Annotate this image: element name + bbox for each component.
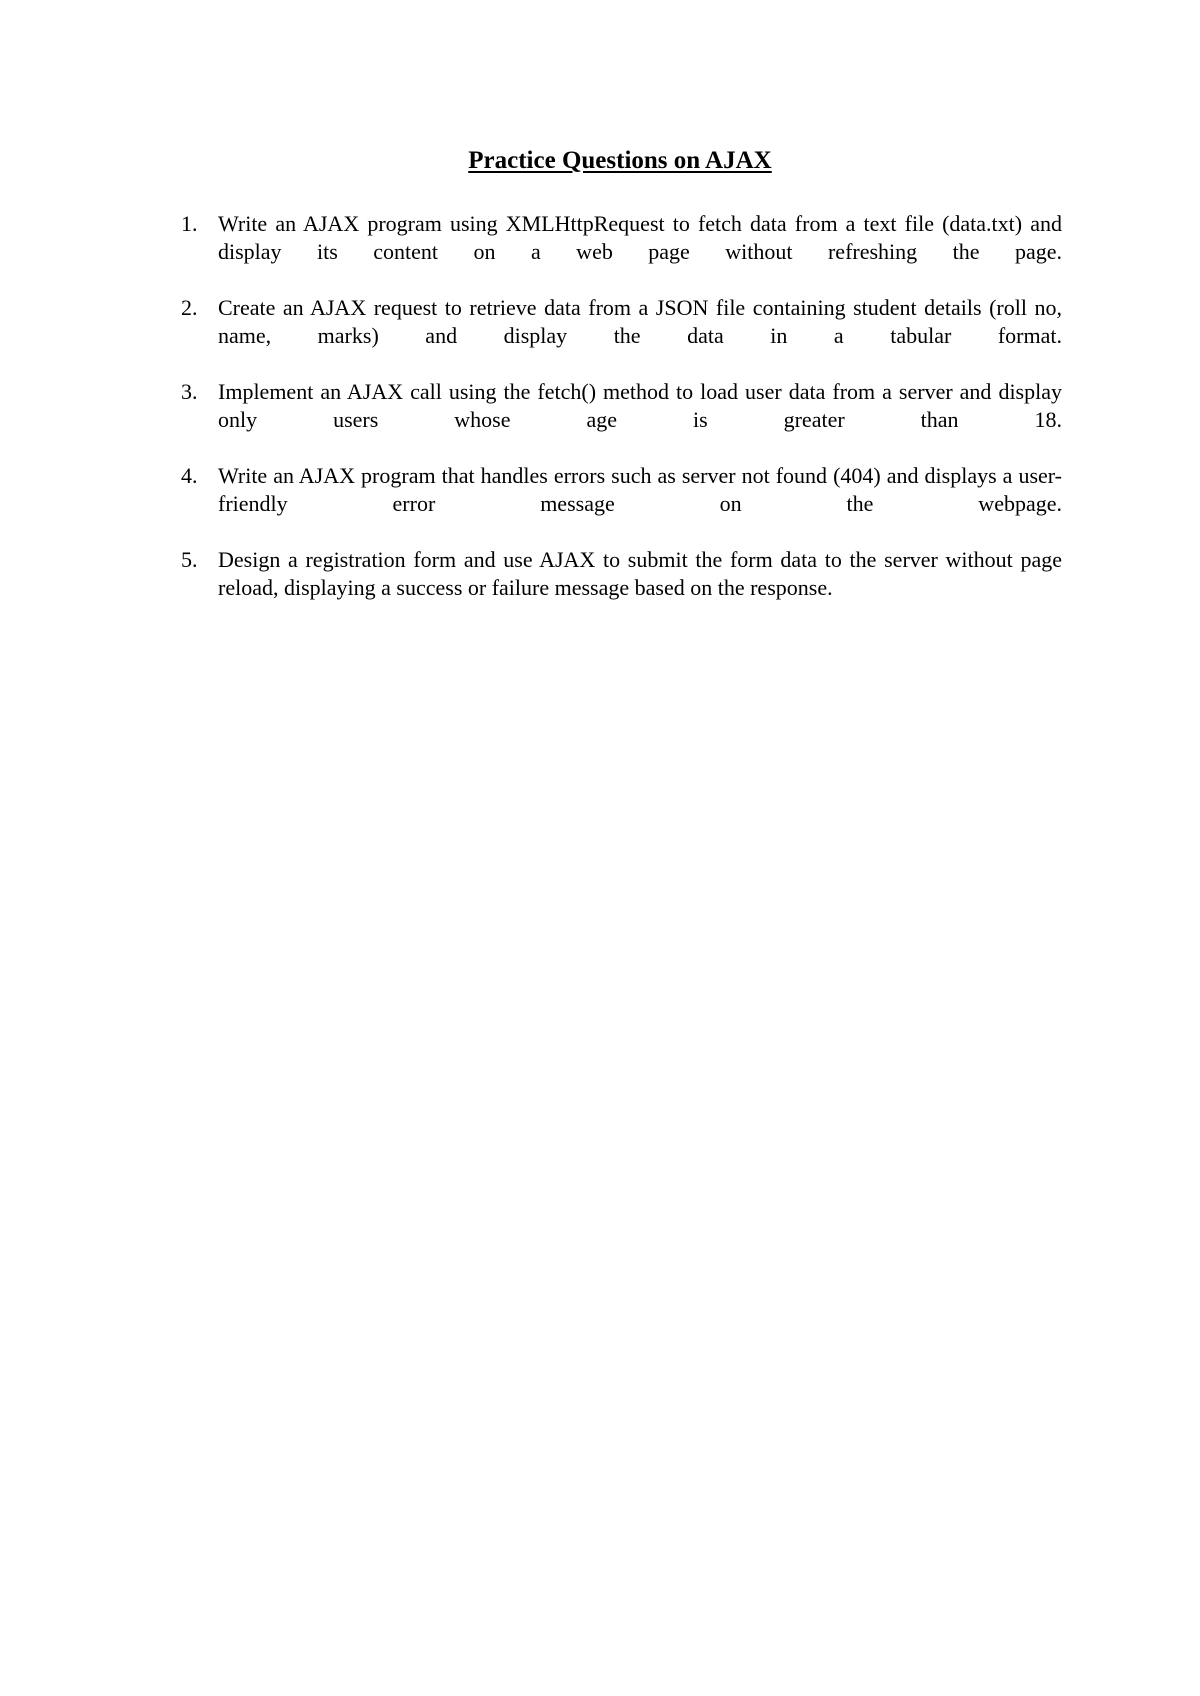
- question-list: [0, 210, 1200, 630]
- question-item-3: [0, 378, 1200, 462]
- question-number: 1.: [181, 211, 198, 236]
- question-text: Create an AJAX request to retrieve data from a JSON file containing student details (roll no, name, marks) and display the data in a tabular format.: [218, 295, 1062, 348]
- question-text: Write an AJAX program that handles errors such as server not found (404) and displays a user-friendly error message on the webpage.: [218, 463, 1062, 516]
- question-number: 5.: [181, 547, 198, 572]
- page-title: Practice Questions on AJAX: [468, 147, 772, 174]
- question-text: Write an AJAX program using XMLHttpRequest to fetch data from a text file (data.txt) and display its content on a web page without refreshing the page.: [218, 211, 1062, 264]
- question-item-1: [0, 210, 1200, 294]
- question-text: Implement an AJAX call using the fetch() method to load user data from a server and display only users whose age is greater than 18.: [218, 379, 1062, 432]
- question-item-4: [0, 462, 1200, 546]
- question-number: 2.: [181, 295, 198, 320]
- question-item-2: [0, 294, 1200, 378]
- question-text: Design a registration form and use AJAX to submit the form data to the server without page reload, displaying a success or failure message based on the response.: [218, 547, 1062, 600]
- question-number: 4.: [181, 463, 198, 488]
- question-item-5: [0, 546, 1200, 630]
- question-number: 3.: [181, 379, 198, 404]
